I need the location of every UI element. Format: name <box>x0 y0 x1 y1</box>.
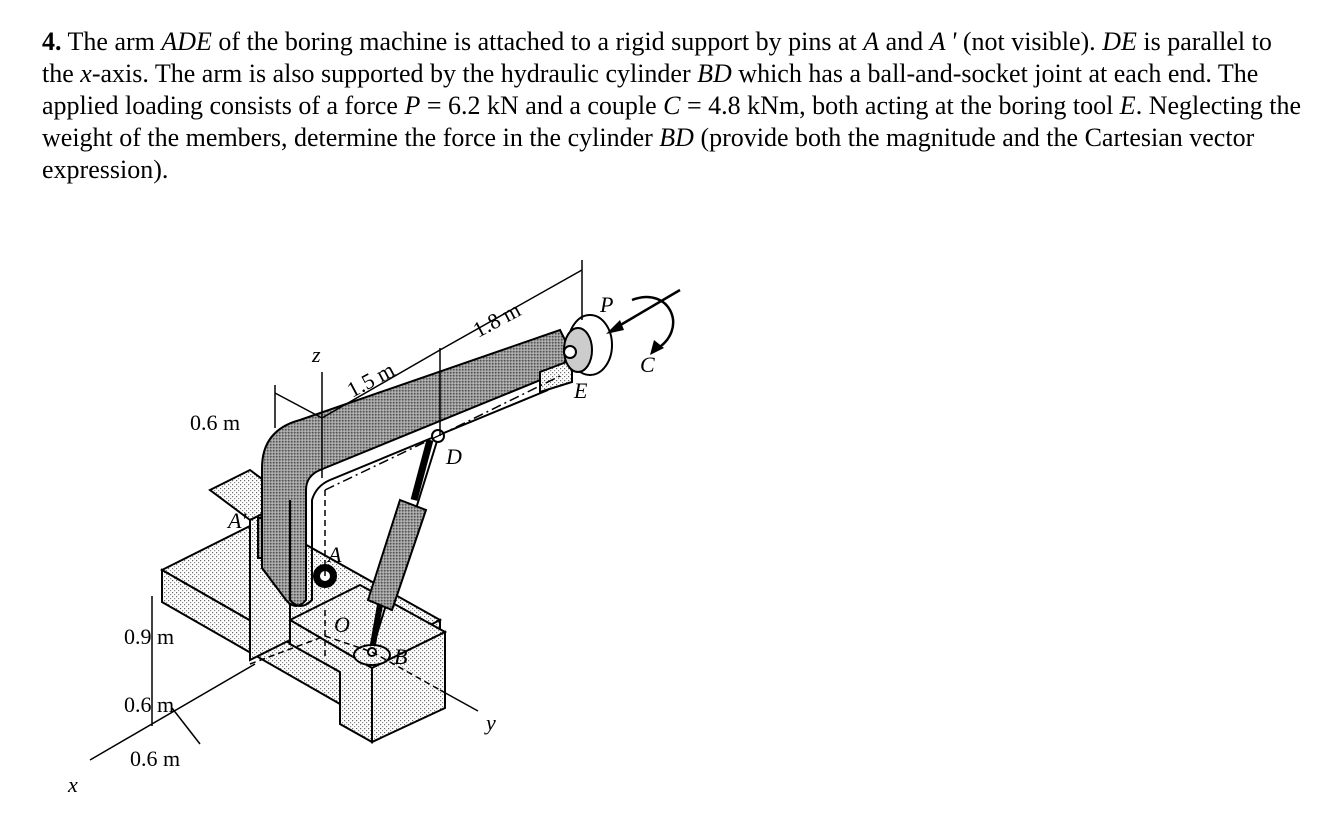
problem-text-segment: DE <box>1102 27 1137 56</box>
problem-text-segment: (provide both the magnitude and the Cartesian vector expression). <box>42 123 1255 184</box>
problem-text-segment: A ' <box>929 27 957 56</box>
label-o: O <box>334 612 350 637</box>
dim-0-6m-mid: 0.6 m <box>124 692 175 717</box>
label-a-prime: A' <box>228 508 247 533</box>
problem-text-segment: which has a ball-and-socket joint at each end. The applied loading consists of a force <box>42 59 1259 120</box>
label-e: E <box>574 378 588 403</box>
problem-text-segment: . Neglecting the weight of the members, determine the force in the cylinder <box>42 91 1302 152</box>
problem-text-segment: = 6.2 kN and a couple <box>420 91 664 120</box>
label-b: B <box>394 644 408 669</box>
problem-number: 4. <box>42 27 62 56</box>
load-p-and-couple-c <box>606 290 680 355</box>
problem-text-segment: = 4.8 kNm, both acting at the boring tool <box>680 91 1120 120</box>
label-a: A <box>328 542 342 567</box>
problem-text-segment: The arm <box>67 27 162 56</box>
problem-text-segment: A <box>863 27 880 56</box>
problem-text-segment: -axis. The arm is also supported by the hydraulic cylinder <box>91 59 698 88</box>
problem-text-segment: BD <box>697 59 732 88</box>
dim-1-8m: 1.8 m <box>468 296 525 343</box>
label-d: D <box>446 444 462 469</box>
axis-x-label: x <box>68 772 78 797</box>
problem-text-segment: and <box>879 27 930 56</box>
axis-z-label: z <box>312 342 321 367</box>
problem-text-segment: E <box>1119 91 1136 120</box>
dim-1-5m: 1.5 m <box>342 356 399 403</box>
label-c: C <box>640 352 655 377</box>
problem-text-segment: x <box>80 59 92 88</box>
problem-text-segment: ADE <box>161 27 212 56</box>
axis-y-label: y <box>486 710 496 735</box>
dim-0-6m-top: 0.6 m <box>190 410 241 435</box>
problem-text-segment: C <box>663 91 681 120</box>
label-p: P <box>600 292 614 317</box>
boring-tool-e <box>564 315 612 375</box>
problem-text-segment: BD <box>659 123 694 152</box>
dim-0-9m: 0.9 m <box>124 624 175 649</box>
problem-text-segment: is parallel to the <box>42 27 1272 88</box>
problem-text-segment: of the boring machine is attached to a rigid support by pins at <box>211 27 864 56</box>
dim-0-6m-bot: 0.6 m <box>130 746 181 771</box>
problem-text-segment: (not visible). <box>956 27 1103 56</box>
problem-text-segment: P <box>404 91 421 120</box>
